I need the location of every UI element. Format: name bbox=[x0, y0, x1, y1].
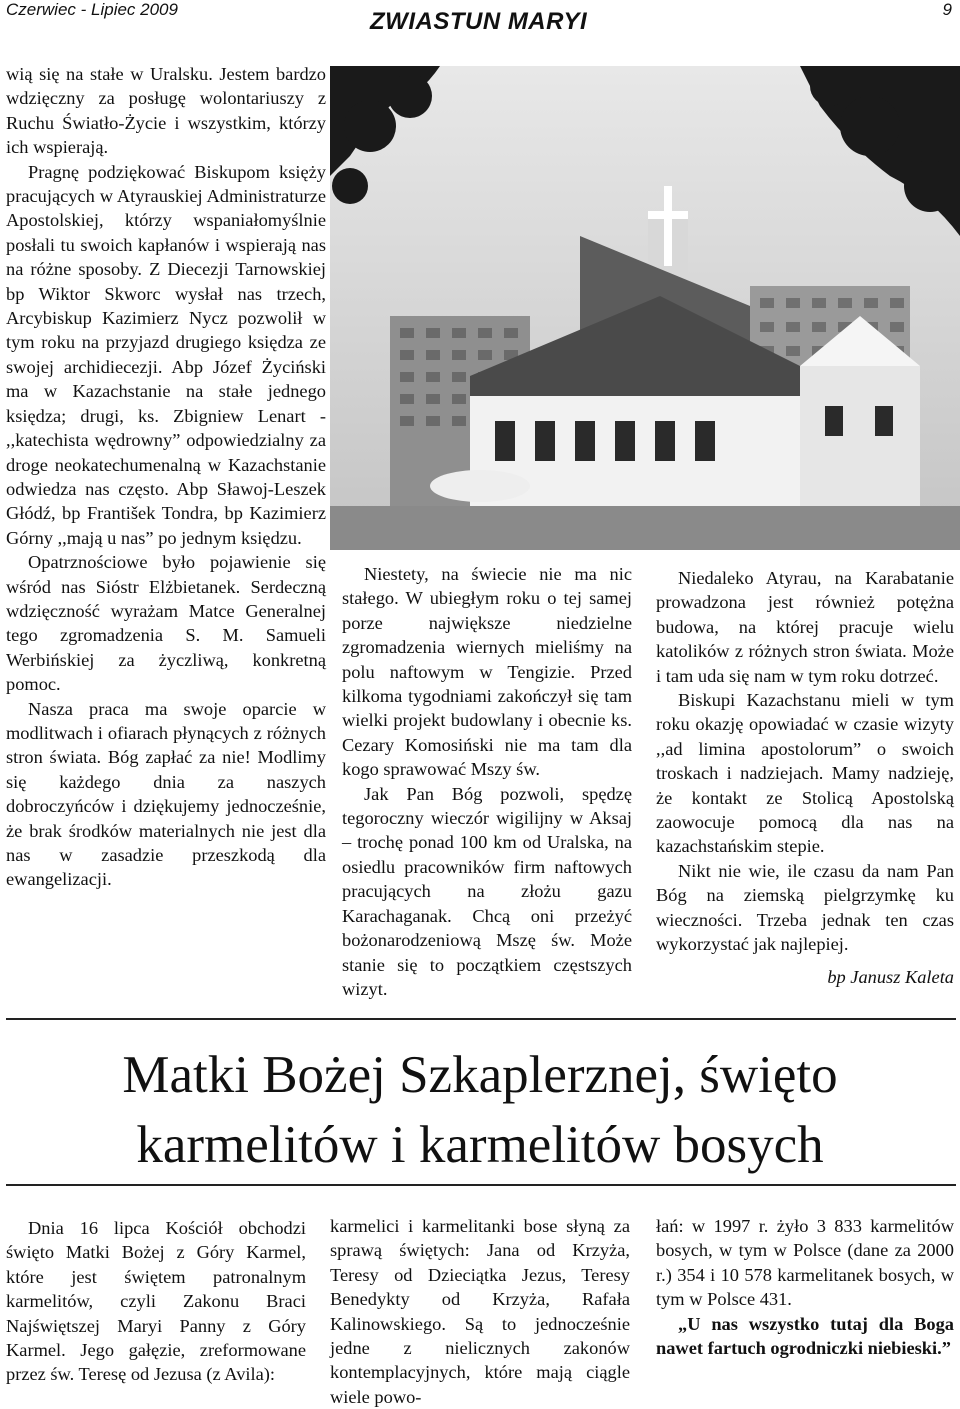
paragraph: łań: w 1997 r. żyło 3 833 karmelitów bosych, w tym w Polsce (dane za 2000 r.) 354 i 10 578 karmelitanek bosych, w tym w Polsce 431. bbox=[656, 1216, 954, 1310]
title-line-1: Matki Bożej Szkaplerznej, święto bbox=[122, 1046, 838, 1104]
paragraph: Niedaleko Atyrau, na Karabatanie prowadzona jest również potężna budowa, na której pracuje wielu katolików z różnych stron świata. Może i tam uda się nam w tym roku dotrzeć. bbox=[656, 568, 954, 686]
article-column-3 bbox=[656, 566, 954, 989]
article-title bbox=[0, 1040, 960, 1180]
paragraph: Jak Pan Bóg pozwoli, spędzę tegoroczny wieczór wigilijny w Aksaj – trochę ponad 100 km od Uralska, na osiedlu pracowników firm naftowych pracujących na złożu gazu Karachaganak. Chcą oni przeżyć bożonarodzeniową Mszę św. Może stanie się to początkiem częstszych wizyt. bbox=[342, 783, 632, 999]
article2-column-1 bbox=[6, 1216, 306, 1387]
page-number: 9 bbox=[942, 0, 952, 19]
paragraph: Nikt nie wie, ile czasu da nam Pan Bóg na ziemską pielgrzymkę ku wieczności. Trzeba jednak ten czas wykorzystać jak najlepiej. bbox=[656, 860, 954, 955]
church-photo bbox=[330, 66, 960, 550]
paragraph: Biskupi Kazachstanu mieli w tym roku okazję opowiadać w czasie wizyty ,,ad limina apostolorum” o swoich troskach i nadziejach. Mamy nadzieję, że kontakt ze Stolicą Apostolską zaowocuje pomocą dla nas na kazachstańskim stepie. bbox=[656, 690, 954, 857]
author-signature: bp Janusz Kaleta bbox=[827, 966, 954, 987]
article2-column-2 bbox=[330, 1214, 630, 1409]
paragraph: Pragnę podziękować Biskupom księży pracujących w Atyrauskiej Administraturze Apostolskiej, którzy wspaniałomyślnie posłali tu swoich kapłanów i wspierają nas na różne sposoby. Z Diecezji Tarnowskiej bp Wiktor Skworc wysłał nas trzech, Arcybiskup Kazimierz Nycz pozwolił w tym roku na przyjazd drugiego księdza ze swojej archidiecezji. Abp Józef Życiński ma w Kazachstanie na stałe jednego księdza; drugi, ks. Zbigniew Lenart - ,,katechista wędrowny” odpowiedzialny za droge neokatechumenalną w Kazachstanie odwiedza nas często. Abp Sławoj-Leszek Głódź, bp František Tondra, bp Kazimierz Górny ,,mają u nas” po jednym księdzu. bbox=[6, 161, 326, 548]
divider-bottom bbox=[6, 1184, 956, 1186]
paragraph: Opatrznościowe było pojawienie się wśród nas Sióstr Elżbietanek. Serdeczną wdzięczność wyrażam Matce Generalnej tego zgromadzenia S. M. Samueli Werbińskiej za życzliwą, konkretną pomoc. bbox=[6, 552, 326, 695]
divider-top bbox=[6, 1018, 956, 1020]
paragraph: Nasza praca ma swoje oparcie w modlitwach i ofiarach płynących z różnych stron świata. Bóg zapłać za nie! Modlimy się każdego dnia za naszych dobroczyńców i dziękujemy jednocześnie, że brak środków materialnych nie jest dla nas w zasadzie przeszkodą dla ewangelizacji. bbox=[6, 698, 326, 890]
article-column-2 bbox=[342, 562, 632, 1001]
issue-date: Czerwiec - Lipiec 2009 bbox=[6, 0, 178, 19]
magazine-title: ZWIASTUN MARYI bbox=[370, 8, 588, 35]
article-column-1 bbox=[6, 62, 326, 892]
quote: „U nas wszystko tutaj dla Boga nawet fartuch ogrodniczki niebieski.” bbox=[656, 1313, 954, 1359]
title-line-2: karmelitów i karmelitów bosych bbox=[136, 1116, 824, 1174]
paragraph: Dnia 16 lipca Kościół obchodzi święto Matki Bożej z Góry Karmel, które jest świętem patronalnym karmelitów, czyli Zakonu Braci Najświętszej Maryi Panny z Góry Karmel. Jego gałęzie, zreformowane przez św. Teresę od Jezusa (z Avila): bbox=[6, 1218, 306, 1385]
article2-column-3 bbox=[656, 1214, 954, 1360]
paragraph: Niestety, na świecie nie ma nic stałego. W ubiegłym roku o tej samej porze największe niedzielne zgromadzenia wiernych mieliśmy na polu naftowym w Tengizie. Przed kilkoma tygodniami zakończył się tam wielki projekt budowlany i obecnie ks. Cezary Komosiński nie ma tam dla kogo sprawować Mszy św. bbox=[342, 564, 632, 780]
paragraph: wią się na stałe w Uralsku. Jestem bardzo wdzięczny za posługę wolontariuszy z Ruchu Światło-Życie i wszystkim, którzy ich wspierają. bbox=[6, 64, 326, 158]
paragraph: karmelici i karmelitanki bose słyną za sprawą świętych: Jana od Krzyża, Teresy od Dzieciątka Jezus, Teresy Benedykty od Krzyża, Rafała Kalinowskiego. Są to jednocześnie jedne z nielicznych zakonów kontemplacyjnych, które mają ciągle wiele powo- bbox=[330, 1216, 630, 1407]
